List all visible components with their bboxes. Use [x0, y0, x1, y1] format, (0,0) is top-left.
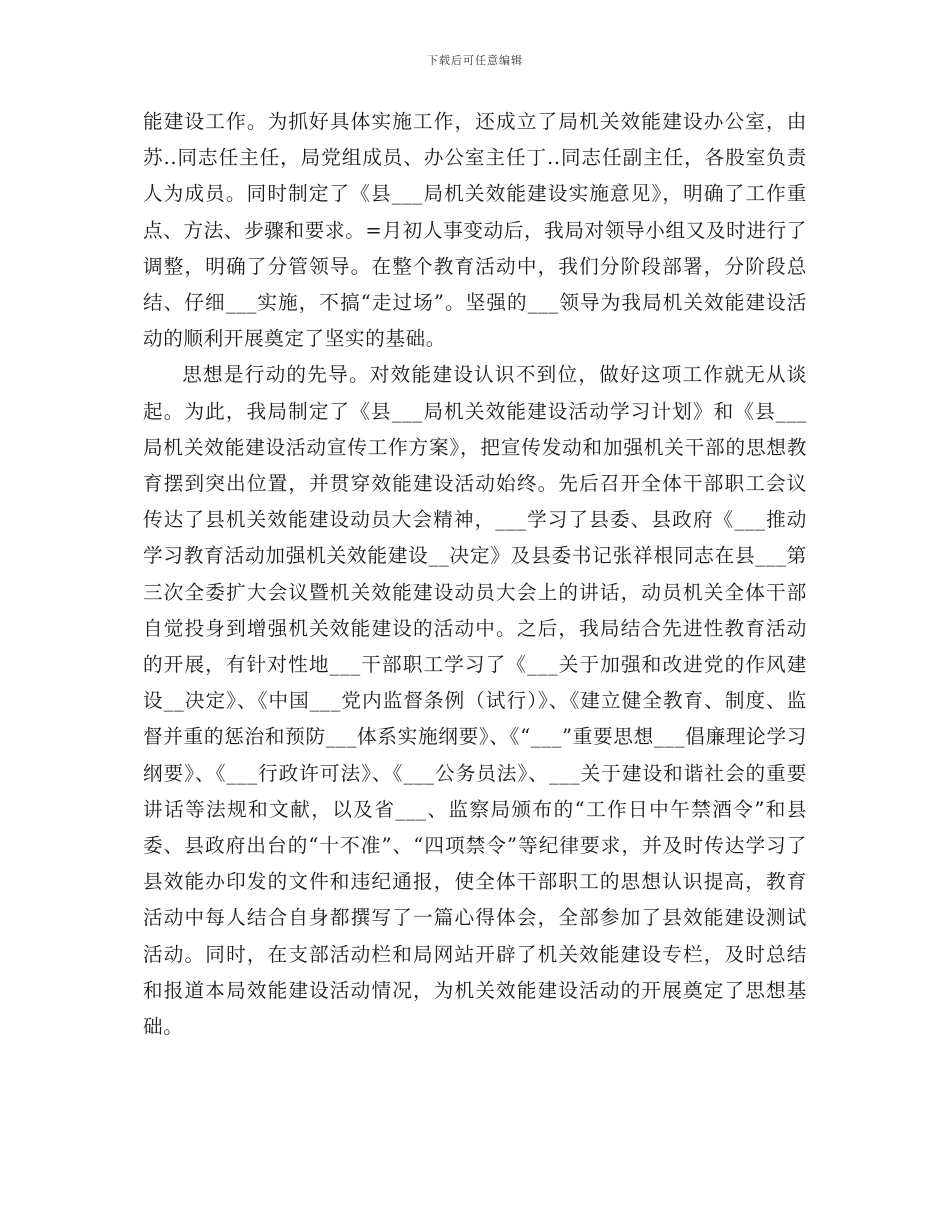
paragraph-ideology: 思想是行动的先导。对效能建设认识不到位，做好这项工作就无从谈起。为此，我局制定了《县___局机关效能建设活动学习计划》和《县___局机关效能建设活动宣传工作方案》，把宣传发动和加强机关干部的思想教育摆到突出位置，并贯穿效能建设活动始终。先后召开全体干部职工会议传达了县机关效能建设动员大会精神，___学习了县委、县政府《___推动学习教育活动加强机关效能建设__决定》及县委书记张祥根同志在县___第三次全委扩大会议暨机关效能建设动员大会上的讲话，动员机关全体干部自觉投身到增强机关效能建设的活动中。之后，我局结合先进性教育活动的开展，有针对性地___干部职工学习了《___关于加强和改进党的作风建设__决定》、《中国___党内监督条例（试行）》、《建立健全教育、制度、监督并重的惩治和预防___体系实施纲要》、《“___”重要思想___倡廉理论学习纲要》、《___行政许可法》、《___公务员法》、___关于建设和谐社会的重要讲话等法规和文献，以及省___、监察局颁布的“工作日中午禁酒令”和县委、县政府出台的“十不准”、“四项禁令”等纪律要求，并及时传达学习了县效能办印发的文件和违纪通报，使全体干部职工的思想认识提高，教育活动中每人结合自身都撰写了一篇心得体会，全部参加了县效能建设测试活动。同时，在支部活动栏和局网站开辟了机关效能建设专栏，及时总结和报道本局效能建设活动情况，为机关效能建设活动的开展奠定了思想基础。: [143, 363, 807, 1039]
page-header: 下载后可任意编辑: [427, 54, 523, 67]
document-body: [143, 104, 807, 1045]
paragraph-continuation: 能建设工作。为抓好具体实施工作，还成立了局机关效能建设办公室，由苏..同志任主任，局党组成员、办公室主任丁..同志任副主任，各股室负责人为成员。同时制定了《县___局机关效能建设实施意见》，明确了工作重点、方法、步骤和要求。=月初人事变动后，我局对领导小组又及时进行了调整，明确了分管领导。在整个教育活动中，我们分阶段部署，分阶段总结、仔细___实施，不搞“走过场”。坚强的___领导为我局机关效能建设活动的顺利开展奠定了坚实的基础。: [143, 110, 807, 351]
